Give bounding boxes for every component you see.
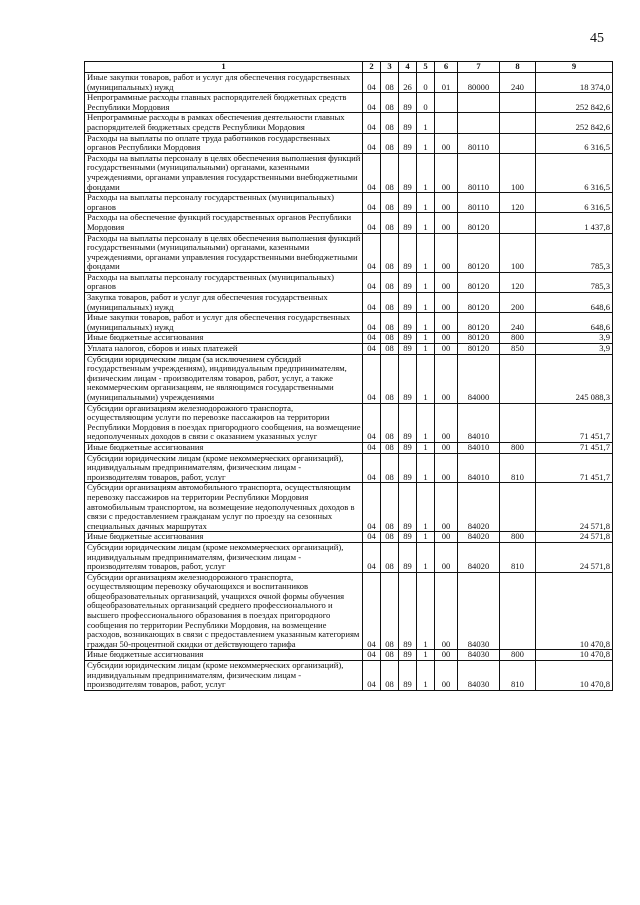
code-cell: [500, 572, 536, 650]
code-cell: 1: [417, 650, 435, 661]
code-cell: 04: [363, 193, 381, 213]
table-row: [85, 213, 613, 233]
code-cell: 08: [381, 313, 399, 333]
amount-cell: 10 470,8: [536, 572, 613, 650]
code-cell: 810: [500, 542, 536, 572]
code-cell: 89: [399, 344, 417, 355]
code-cell: 89: [399, 532, 417, 543]
code-cell: 04: [363, 113, 381, 133]
table-row: [85, 153, 613, 192]
code-cell: 80120: [458, 333, 500, 344]
code-cell: 80120: [458, 213, 500, 233]
table-row: [85, 453, 613, 483]
code-cell: 200: [500, 293, 536, 313]
table-row: [85, 542, 613, 572]
code-cell: 89: [399, 93, 417, 113]
code-cell: 00: [435, 403, 458, 442]
code-cell: 04: [363, 442, 381, 453]
code-cell: 89: [399, 333, 417, 344]
code-cell: 89: [399, 233, 417, 272]
row-description: Субсидии организациям автомобильного транспорта, осуществляющим перевозку пассажиров на территории Республики Мордовия автомобильным транспортом, на возмещение недополученных доходов в связи с предоставлением гражданам услуг по проезду на сезонных специальных дачных маршрутах: [85, 483, 363, 532]
code-cell: 84020: [458, 542, 500, 572]
code-cell: 04: [363, 572, 381, 650]
code-cell: 80000: [458, 73, 500, 93]
code-cell: 84030: [458, 650, 500, 661]
code-cell: 08: [381, 213, 399, 233]
code-cell: 89: [399, 661, 417, 691]
row-description: Непрограммные расходы в рамках обеспечения деятельности главных распорядителей бюджетных средств Республики Мордовия: [85, 113, 363, 133]
row-description: Субсидии юридическим лицам (кроме некоммерческих организаций), индивидуальным предпринимателям, физическим лицам - производителям товаров, работ, услуг: [85, 542, 363, 572]
amount-cell: 10 470,8: [536, 661, 613, 691]
code-cell: 08: [381, 483, 399, 532]
code-cell: 800: [500, 532, 536, 543]
column-header: 7: [458, 62, 500, 73]
code-cell: 0: [417, 93, 435, 113]
code-cell: 00: [435, 572, 458, 650]
amount-cell: 6 316,5: [536, 193, 613, 213]
code-cell: 00: [435, 453, 458, 483]
code-cell: 00: [435, 354, 458, 403]
code-cell: 1: [417, 272, 435, 292]
code-cell: 08: [381, 403, 399, 442]
table-row: [85, 403, 613, 442]
code-cell: 84010: [458, 403, 500, 442]
code-cell: 810: [500, 453, 536, 483]
amount-cell: 3,9: [536, 333, 613, 344]
code-cell: 89: [399, 453, 417, 483]
amount-cell: 10 470,8: [536, 650, 613, 661]
code-cell: 80120: [458, 272, 500, 292]
code-cell: 80110: [458, 153, 500, 192]
table-row: [85, 233, 613, 272]
code-cell: 1: [417, 153, 435, 192]
code-cell: 850: [500, 344, 536, 355]
amount-cell: 648,6: [536, 293, 613, 313]
amount-cell: 3,9: [536, 344, 613, 355]
code-cell: 1: [417, 133, 435, 153]
page-number: 45: [590, 31, 604, 46]
code-cell: 08: [381, 354, 399, 403]
table-row: [85, 333, 613, 344]
column-header: 9: [536, 62, 613, 73]
table-row: [85, 113, 613, 133]
table-row: [85, 483, 613, 532]
row-description: Закупка товаров, работ и услуг для обеспечения государственных (муниципальных) нужд: [85, 293, 363, 313]
table-row: [85, 293, 613, 313]
code-cell: 04: [363, 153, 381, 192]
code-cell: 120: [500, 193, 536, 213]
code-cell: 04: [363, 344, 381, 355]
amount-cell: 6 316,5: [536, 133, 613, 153]
code-cell: 00: [435, 272, 458, 292]
code-cell: 1: [417, 113, 435, 133]
code-cell: 1: [417, 483, 435, 532]
row-description: Субсидии организациям железнодорожного транспорта, осуществляющим перевозку обучающихся и воспитанников общеобразовательных организаций, учащихся очной формы обучения общеобразовательных организаций среднего профессионального и высшего профессионального образования в поездах пригородного сообщения по территории Республики Мордовия, на возмещение расходов, возникающих в связи с предоставлением указанным категориям граждан 50-процентной скидки от действующего тарифа: [85, 572, 363, 650]
code-cell: [435, 93, 458, 113]
amount-cell: 71 451,7: [536, 442, 613, 453]
code-cell: 00: [435, 213, 458, 233]
code-cell: 04: [363, 293, 381, 313]
row-description: Субсидии юридическим лицам (кроме некоммерческих организаций), индивидуальным предпринимателям, физическим лицам - производителям товаров, работ, услуг: [85, 453, 363, 483]
code-cell: 04: [363, 354, 381, 403]
code-cell: 1: [417, 293, 435, 313]
code-cell: 84030: [458, 572, 500, 650]
code-cell: 1: [417, 313, 435, 333]
table-row: [85, 193, 613, 213]
row-description: Субсидии юридическим лицам (кроме некоммерческих организаций), индивидуальным предпринимателям, физическим лицам - производителям товаров, работ, услуг: [85, 661, 363, 691]
code-cell: 04: [363, 403, 381, 442]
code-cell: 89: [399, 442, 417, 453]
amount-cell: 71 451,7: [536, 453, 613, 483]
amount-cell: 24 571,8: [536, 542, 613, 572]
code-cell: 1: [417, 661, 435, 691]
code-cell: 04: [363, 73, 381, 93]
column-header: 8: [500, 62, 536, 73]
code-cell: 1: [417, 572, 435, 650]
code-cell: 89: [399, 354, 417, 403]
code-cell: 800: [500, 650, 536, 661]
row-description: Иные закупки товаров, работ и услуг для обеспечения государственных (муниципальных) нужд: [85, 73, 363, 93]
code-cell: 08: [381, 233, 399, 272]
code-cell: 810: [500, 661, 536, 691]
code-cell: 00: [435, 193, 458, 213]
code-cell: 80120: [458, 313, 500, 333]
code-cell: 89: [399, 313, 417, 333]
amount-cell: 785,3: [536, 272, 613, 292]
code-cell: 08: [381, 272, 399, 292]
row-description: Расходы на выплаты персоналу в целях обеспечения выполнения функций государственными (муниципальными) органами, казенными учреждениями, органами управления государственными внебюджетными фондами: [85, 153, 363, 192]
amount-cell: 648,6: [536, 313, 613, 333]
code-cell: 08: [381, 193, 399, 213]
code-cell: [500, 213, 536, 233]
row-description: Иные закупки товаров, работ и услуг для обеспечения государственных (муниципальных) нужд: [85, 313, 363, 333]
code-cell: 100: [500, 153, 536, 192]
code-cell: 00: [435, 133, 458, 153]
code-cell: [435, 113, 458, 133]
code-cell: 89: [399, 213, 417, 233]
code-cell: 0: [417, 73, 435, 93]
code-cell: 100: [500, 233, 536, 272]
row-description: Иные бюджетные ассигнования: [85, 532, 363, 543]
amount-cell: 6 316,5: [536, 153, 613, 192]
code-cell: 08: [381, 344, 399, 355]
amount-cell: 24 571,8: [536, 483, 613, 532]
code-cell: [500, 133, 536, 153]
code-cell: 04: [363, 133, 381, 153]
row-description: Иные бюджетные ассигнования: [85, 333, 363, 344]
code-cell: 1: [417, 453, 435, 483]
code-cell: 08: [381, 113, 399, 133]
code-cell: 00: [435, 542, 458, 572]
code-cell: 04: [363, 272, 381, 292]
code-cell: 84010: [458, 453, 500, 483]
code-cell: [500, 113, 536, 133]
code-cell: 240: [500, 73, 536, 93]
amount-cell: 71 451,7: [536, 403, 613, 442]
row-description: Непрограммные расходы главных распорядителей бюджетных средств Республики Мордовия: [85, 93, 363, 113]
code-cell: 04: [363, 542, 381, 572]
code-cell: 240: [500, 313, 536, 333]
code-cell: 04: [363, 661, 381, 691]
code-cell: 84020: [458, 532, 500, 543]
amount-cell: 1 437,8: [536, 213, 613, 233]
code-cell: 84000: [458, 354, 500, 403]
code-cell: 08: [381, 153, 399, 192]
code-cell: 80120: [458, 233, 500, 272]
code-cell: 04: [363, 233, 381, 272]
code-cell: 1: [417, 442, 435, 453]
row-description: Субсидии юридическим лицам (за исключением субсидий государственным учреждениям), индивидуальным предпринимателям, физическим лицам - производителям товаров, работ, услуг, а также некоммерческим организациям, не являющимся государственными (муниципальными) учреждениями: [85, 354, 363, 403]
code-cell: 89: [399, 293, 417, 313]
code-cell: 04: [363, 453, 381, 483]
code-cell: [500, 403, 536, 442]
code-cell: 1: [417, 333, 435, 344]
code-cell: 08: [381, 133, 399, 153]
table-row: [85, 661, 613, 691]
code-cell: 04: [363, 313, 381, 333]
code-cell: [500, 354, 536, 403]
code-cell: 89: [399, 483, 417, 532]
code-cell: 08: [381, 650, 399, 661]
table-row: [85, 572, 613, 650]
budget-table: [84, 61, 613, 691]
code-cell: 00: [435, 483, 458, 532]
code-cell: 08: [381, 661, 399, 691]
table-row: [85, 532, 613, 543]
column-header: 1: [85, 62, 363, 73]
code-cell: 80120: [458, 293, 500, 313]
code-cell: 1: [417, 233, 435, 272]
code-cell: 04: [363, 532, 381, 543]
code-cell: 00: [435, 532, 458, 543]
code-cell: 89: [399, 542, 417, 572]
code-cell: 80120: [458, 344, 500, 355]
row-description: Расходы на обеспечение функций государственных органов Республики Мордовия: [85, 213, 363, 233]
code-cell: [500, 93, 536, 113]
code-cell: 26: [399, 73, 417, 93]
code-cell: 89: [399, 272, 417, 292]
code-cell: 1: [417, 193, 435, 213]
code-cell: 00: [435, 233, 458, 272]
code-cell: 00: [435, 153, 458, 192]
table-row: [85, 272, 613, 292]
code-cell: 84020: [458, 483, 500, 532]
code-cell: [500, 483, 536, 532]
code-cell: 800: [500, 333, 536, 344]
amount-cell: 245 088,3: [536, 354, 613, 403]
amount-cell: 252 842,6: [536, 113, 613, 133]
row-description: Иные бюджетные ассигнования: [85, 650, 363, 661]
code-cell: 04: [363, 93, 381, 113]
code-cell: 89: [399, 403, 417, 442]
code-cell: 00: [435, 344, 458, 355]
row-description: Расходы на выплаты персоналу государственных (муниципальных) органов: [85, 193, 363, 213]
table-row: [85, 93, 613, 113]
row-description: Расходы на выплаты по оплате труда работников государственных органов Республики Мордовия: [85, 133, 363, 153]
code-cell: 800: [500, 442, 536, 453]
column-header: 6: [435, 62, 458, 73]
table-row: [85, 133, 613, 153]
code-cell: 08: [381, 572, 399, 650]
code-cell: 04: [363, 213, 381, 233]
table-row: [85, 354, 613, 403]
column-header: 5: [417, 62, 435, 73]
table-body: [85, 62, 613, 691]
table-row: [85, 313, 613, 333]
code-cell: 1: [417, 213, 435, 233]
amount-cell: 252 842,6: [536, 93, 613, 113]
code-cell: 89: [399, 133, 417, 153]
table-header-row: [85, 62, 613, 73]
code-cell: 00: [435, 333, 458, 344]
row-description: Субсидии организациям железнодорожного транспорта, осуществляющим услуги по перевозке пассажиров на территории Республики Мордовия в поездах пригородного сообщения, на возмещение недополученных доходов в связи с оказанием указанных услуг: [85, 403, 363, 442]
code-cell: 84010: [458, 442, 500, 453]
code-cell: 1: [417, 354, 435, 403]
code-cell: 00: [435, 442, 458, 453]
code-cell: 89: [399, 113, 417, 133]
code-cell: 00: [435, 661, 458, 691]
table-row: [85, 344, 613, 355]
code-cell: 04: [363, 650, 381, 661]
code-cell: 84030: [458, 661, 500, 691]
code-cell: [458, 93, 500, 113]
code-cell: 08: [381, 333, 399, 344]
code-cell: 00: [435, 650, 458, 661]
table-row: [85, 442, 613, 453]
code-cell: 08: [381, 532, 399, 543]
code-cell: 01: [435, 73, 458, 93]
row-description: Иные бюджетные ассигнования: [85, 442, 363, 453]
code-cell: 08: [381, 293, 399, 313]
code-cell: 1: [417, 403, 435, 442]
code-cell: 80110: [458, 133, 500, 153]
code-cell: 89: [399, 650, 417, 661]
row-description: Уплата налогов, сборов и иных платежей: [85, 344, 363, 355]
code-cell: 08: [381, 453, 399, 483]
code-cell: 08: [381, 93, 399, 113]
code-cell: 1: [417, 344, 435, 355]
column-header: 3: [381, 62, 399, 73]
row-description: Расходы на выплаты персоналу государственных (муниципальных) органов: [85, 272, 363, 292]
amount-cell: 24 571,8: [536, 532, 613, 543]
column-header: 2: [363, 62, 381, 73]
table-row: [85, 73, 613, 93]
code-cell: 89: [399, 572, 417, 650]
code-cell: [458, 113, 500, 133]
amount-cell: 18 374,0: [536, 73, 613, 93]
code-cell: 08: [381, 73, 399, 93]
amount-cell: 785,3: [536, 233, 613, 272]
code-cell: 80110: [458, 193, 500, 213]
table-row: [85, 650, 613, 661]
code-cell: 00: [435, 293, 458, 313]
code-cell: 1: [417, 532, 435, 543]
code-cell: 00: [435, 313, 458, 333]
column-header: 4: [399, 62, 417, 73]
code-cell: 08: [381, 542, 399, 572]
code-cell: 89: [399, 153, 417, 192]
code-cell: 89: [399, 193, 417, 213]
code-cell: 08: [381, 442, 399, 453]
code-cell: 1: [417, 542, 435, 572]
code-cell: 04: [363, 333, 381, 344]
code-cell: 04: [363, 483, 381, 532]
row-description: Расходы на выплаты персоналу в целях обеспечения выполнения функций государственными (муниципальными) органами, казенными учреждениями, органами управления государственными внебюджетными фондами: [85, 233, 363, 272]
code-cell: 120: [500, 272, 536, 292]
